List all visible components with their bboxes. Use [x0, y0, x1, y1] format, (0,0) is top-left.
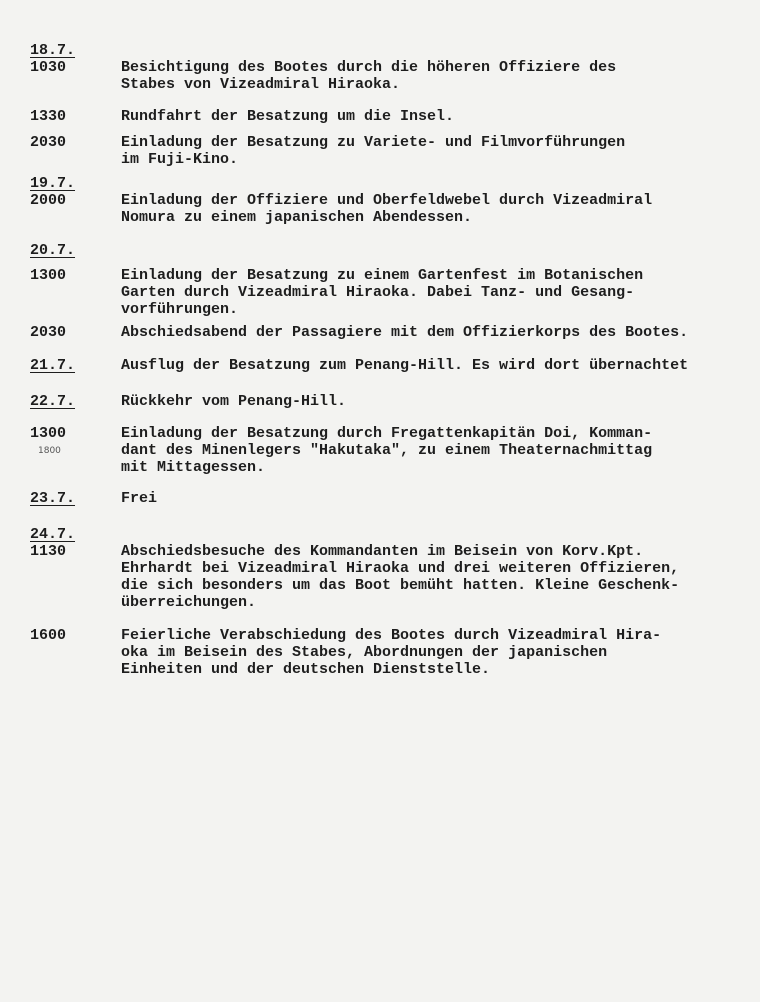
entry-text: Einladung der Besatzung zu Variete- und Filmvorführungen im Fuji-Kino. [121, 134, 626, 168]
entry-date: 22.7. [30, 393, 76, 410]
entry-text: Abschiedsabend der Passagiere mit dem Offizierkorps des Bootes. [121, 324, 689, 341]
entry-time: 1030 [30, 59, 67, 76]
entry-date: 20.7. [30, 242, 76, 259]
entry-text: Einladung der Besatzung zu einem Gartenfest im Botanischen Garten durch Vizeadmiral Hiraoka. Dabei Tanz- und Gesang- vorführungen. [121, 267, 644, 318]
entry-time: 1300 [30, 267, 67, 284]
handwritten-time-note: 1800 [38, 446, 61, 456]
entry-text: Besichtigung des Bootes durch die höheren Offiziere des Stabes von Vizeadmiral Hiraoka. [121, 59, 617, 93]
entry-date: 18.7. [30, 42, 76, 59]
entry-text: Einladung der Besatzung durch Fregattenkapitän Doi, Komman- dant des Minenlegers "Hakutaka", zu einem Theaternachmittag mit Mittagessen. [121, 425, 653, 476]
entry-text: Rückkehr vom Penang-Hill. [121, 393, 347, 410]
entry-time: 2030 [30, 134, 67, 151]
entry-text: Feierliche Verabschiedung des Bootes durch Vizeadmiral Hira- oka im Beisein des Stabes, Abordnungen der japanischen Einheiten und der deutschen Dienststelle. [121, 627, 662, 678]
entry-text: Ausflug der Besatzung zum Penang-Hill. Es wird dort übernachtet [121, 357, 689, 374]
entry-date: 24.7. [30, 526, 76, 543]
entry-text: Frei [121, 490, 158, 507]
entry-time: 1600 [30, 627, 67, 644]
entry-time: 1330 [30, 108, 67, 125]
entry-time: 1300 [30, 425, 67, 442]
entry-text: Abschiedsbesuche des Kommandanten im Beisein von Korv.Kpt. Ehrhardt bei Vizeadmiral Hiraoka und drei weiteren Offizieren, die sich besonders um das Boot bemüht hatten. Kleine Geschenk- überreichungen. [121, 543, 680, 611]
entry-text: Einladung der Offiziere und Oberfeldwebel durch Vizeadmiral Nomura zu einem japanischen Abendessen. [121, 192, 653, 226]
entry-time: 2000 [30, 192, 67, 209]
entry-time: 2030 [30, 324, 67, 341]
entry-date: 19.7. [30, 175, 76, 192]
entry-date: 23.7. [30, 490, 76, 507]
entry-time: 1130 [30, 543, 67, 560]
entry-text: Rundfahrt der Besatzung um die Insel. [121, 108, 455, 125]
entry-date: 21.7. [30, 357, 76, 374]
